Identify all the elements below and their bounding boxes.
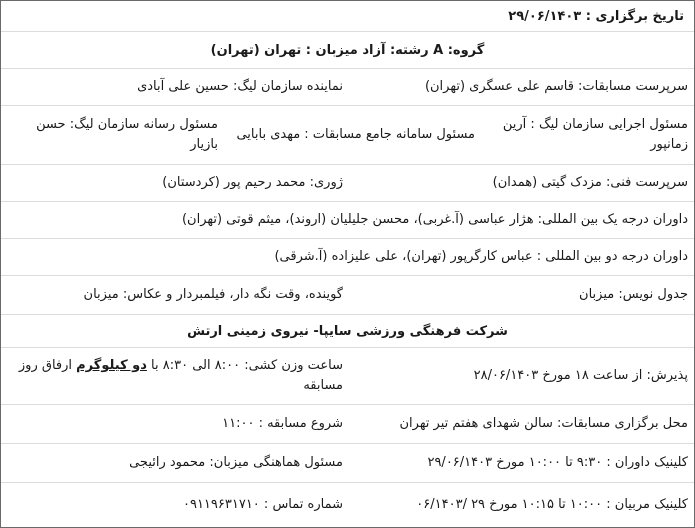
schedule-row-1: [1, 348, 694, 405]
announcer-timekeeper-media: گوینده، وقت نگه دار، فیلمبردار و عکاس: میزبان: [83, 287, 343, 302]
weigh-in-note: ارفاق روز مسابقه: [18, 358, 343, 393]
weigh-in-allowance: دو کیلوگرم: [76, 358, 147, 373]
contact-number: شماره تماس : ۰۹۱۱۹۶۳۱۷۱۰: [182, 497, 343, 512]
info-row-2: [1, 106, 694, 165]
league-executive-officer: مسئول اجرایی سازمان لیگ : آرین زمانپور: [502, 117, 688, 152]
info-row-6: [1, 276, 694, 315]
referee-clinic: کلینیک داوران : ۹:۳۰ تا ۱۰:۰۰ مورخ ۲۹/۰۶/۱۴۰۳: [427, 455, 688, 470]
weigh-in: [1, 348, 349, 404]
host-coordinator: مسئول هماهنگی میزبان: محمود رائیجی: [129, 455, 343, 470]
jury: ژوری: محمد رحیم پور (کردستان): [162, 175, 343, 190]
international-referees-grade-2: داوران درجه دو بین المللی : عباس کارگرپور (تهران)، علی علیزاده (آ.شرقی): [274, 249, 688, 264]
sponsor: شرکت فرهنگی ورزشی سایپا- نیروی زمینی ارتش: [187, 323, 508, 339]
bracket-writer: جدول نویس: میزبان: [579, 287, 688, 302]
weigh-in-time: ساعت وزن کشی: ۸:۰۰ الی ۸:۳۰ با: [146, 358, 343, 373]
schedule-row-2: [1, 405, 694, 444]
info-row-3: [1, 165, 694, 202]
system-officer: مسئول سامانه جامع مسابقات : مهدی بابایی: [236, 127, 475, 142]
league-media-officer: مسئول رسانه سازمان لیگ: حسن بازیار: [36, 117, 218, 152]
schedule-row-4: [1, 483, 694, 527]
info-row-4: [1, 202, 694, 239]
admission: پذیرش: از ساعت ۱۸ مورخ ۲۸/۰۶/۱۴۰۳: [473, 368, 688, 383]
date-row: [1, 1, 694, 32]
competition-date: تاریخ برگزاری : ۲۹/۰۶/۱۴۰۳: [508, 8, 684, 24]
info-row-5: [1, 239, 694, 276]
competition-supervisor: سرپرست مسابقات: قاسم علی عسگری (تهران): [424, 79, 688, 94]
info-row-1: [1, 69, 694, 106]
venue: محل برگزاری مسابقات: سالن شهدای هفتم تیر تهران: [399, 416, 688, 431]
coach-clinic: کلینیک مربیان : ۱۰:۰۰ تا ۱۰:۱۵ مورخ ۲۹ /۰۶/۱۴۰۳: [416, 497, 688, 512]
league-representative: نماینده سازمان لیگ: حسین علی آبادی: [137, 79, 343, 94]
sponsor-row: [1, 315, 694, 348]
competition-start: شروع مسابقه : ۱۱:۰۰: [222, 416, 343, 431]
group-and-host: گروه: A رشته: آزاد میزبان : تهران (تهران): [210, 42, 485, 58]
group-row: [1, 32, 694, 69]
technical-supervisor: سرپرست فنی: مزدک گیتی (همدان): [492, 175, 688, 190]
schedule-row-3: [1, 444, 694, 483]
international-referees-grade-1: داوران درجه یک بین المللی: هژار عباسی (آ.غربی)، محسن جلیلیان (اروند)، میثم قوتی (تهران): [181, 212, 688, 227]
